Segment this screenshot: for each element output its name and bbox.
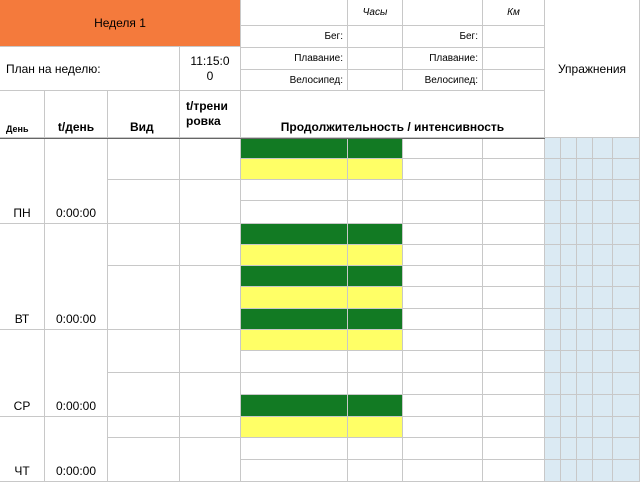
day-time-cell[interactable] <box>45 330 108 417</box>
duration-cell[interactable] <box>483 330 545 351</box>
exercise-cell[interactable] <box>593 438 613 460</box>
bike-label-cell[interactable] <box>403 70 483 91</box>
col-tday-header[interactable] <box>45 91 108 138</box>
exercise-cell[interactable] <box>545 438 561 460</box>
workout-kind-cell[interactable] <box>108 224 180 266</box>
day-time: 0:00:00 <box>55 312 97 326</box>
intensity-zone-cell[interactable] <box>348 417 403 438</box>
exercise-cell[interactable] <box>613 417 640 438</box>
exercise-cell[interactable] <box>593 266 613 287</box>
exercise-cell[interactable] <box>577 309 593 330</box>
duration-cell[interactable] <box>403 395 483 417</box>
intensity-zone-cell[interactable] <box>348 159 403 180</box>
exercise-cell[interactable] <box>577 201 593 224</box>
exercise-cell[interactable] <box>613 373 640 395</box>
workout-time-cell[interactable] <box>180 180 241 224</box>
intensity-zone-cell[interactable] <box>348 287 403 309</box>
workout-kind-cell[interactable] <box>108 438 180 482</box>
intensity-zone-cell[interactable] <box>241 438 348 460</box>
intensity-zone-cell[interactable] <box>348 224 403 245</box>
duration-cell[interactable] <box>403 438 483 460</box>
exercise-cell[interactable] <box>577 138 593 159</box>
exercise-cell[interactable] <box>593 309 613 330</box>
plan-label: План на неделю: <box>6 61 101 76</box>
duration-cell[interactable] <box>403 309 483 330</box>
blank-cell[interactable] <box>403 0 483 26</box>
exercise-cell[interactable] <box>613 351 640 373</box>
swim-label-cell[interactable] <box>403 48 483 70</box>
workout-time-cell[interactable] <box>180 330 241 373</box>
exercise-cell[interactable] <box>545 266 561 287</box>
duration-cell[interactable] <box>483 201 545 224</box>
duration-cell[interactable] <box>403 245 483 266</box>
exercise-cell[interactable] <box>561 330 577 351</box>
col-kind-label: Вид <box>130 120 154 134</box>
exercise-cell[interactable] <box>613 395 640 417</box>
exercise-cell[interactable] <box>593 417 613 438</box>
exercise-cell[interactable] <box>577 245 593 266</box>
duration-cell[interactable] <box>403 266 483 287</box>
duration-cell[interactable] <box>403 330 483 351</box>
swim-km-cell[interactable] <box>483 48 545 70</box>
duration-cell[interactable] <box>483 438 545 460</box>
workout-time-cell[interactable] <box>180 224 241 266</box>
plan-value: 11:15:0 0 <box>190 53 230 83</box>
intensity-zone-cell[interactable] <box>348 351 403 373</box>
bike-label: Велосипед: <box>424 74 478 86</box>
duration-cell[interactable] <box>483 287 545 309</box>
day-cell[interactable] <box>0 138 45 224</box>
duration-cell[interactable] <box>483 224 545 245</box>
day-name: ВТ <box>14 312 30 326</box>
day-time-cell[interactable] <box>45 138 108 224</box>
duration-cell[interactable] <box>403 224 483 245</box>
workout-kind-cell[interactable] <box>108 138 180 180</box>
intensity-zone-cell[interactable] <box>241 373 348 395</box>
exercise-cell[interactable] <box>545 351 561 373</box>
workout-time-cell[interactable] <box>180 417 241 438</box>
exercise-cell[interactable] <box>613 245 640 266</box>
exercise-cell[interactable] <box>561 351 577 373</box>
header-divider <box>0 138 545 139</box>
exercise-cell[interactable] <box>593 330 613 351</box>
day-time: 0:00:00 <box>55 206 97 220</box>
exercise-cell[interactable] <box>613 138 640 159</box>
run-label-cell[interactable] <box>403 26 483 48</box>
run-label-cell[interactable] <box>241 26 348 48</box>
duration-cell[interactable] <box>403 159 483 180</box>
workout-kind-cell[interactable] <box>108 373 180 417</box>
intensity-zone-cell[interactable] <box>241 224 348 245</box>
intensity-zone-cell[interactable] <box>348 395 403 417</box>
duration-cell[interactable] <box>483 373 545 395</box>
col-kind-header[interactable] <box>108 91 180 138</box>
exercise-cell[interactable] <box>577 287 593 309</box>
intensity-zone-cell[interactable] <box>241 138 348 159</box>
exercise-cell[interactable] <box>593 395 613 417</box>
bike-hours-cell[interactable] <box>348 70 403 91</box>
intensity-zone-cell[interactable] <box>241 395 348 417</box>
intensity-zone-cell[interactable] <box>348 330 403 351</box>
exercise-cell[interactable] <box>545 159 561 180</box>
exercise-cell[interactable] <box>577 224 593 245</box>
exercise-cell[interactable] <box>561 309 577 330</box>
week-title: Неделя 1 <box>94 16 146 30</box>
duration-cell[interactable] <box>403 201 483 224</box>
exercise-cell[interactable] <box>593 159 613 180</box>
duration-cell[interactable] <box>403 180 483 201</box>
exercise-cell[interactable] <box>613 224 640 245</box>
workout-time-cell[interactable] <box>180 373 241 417</box>
exercise-cell[interactable] <box>561 180 577 201</box>
duration-cell[interactable] <box>483 351 545 373</box>
day-name: СР <box>13 399 31 413</box>
run-label: Бег: <box>459 31 478 42</box>
intensity-zone-cell[interactable] <box>348 245 403 266</box>
intensity-zone-cell[interactable] <box>348 373 403 395</box>
blank-cell[interactable] <box>241 0 348 26</box>
exercise-cell[interactable] <box>561 159 577 180</box>
exercise-cell[interactable] <box>613 330 640 351</box>
exercise-cell[interactable] <box>561 417 577 438</box>
exercise-cell[interactable] <box>593 351 613 373</box>
day-time-cell[interactable] <box>45 417 108 482</box>
intensity-zone-cell[interactable] <box>348 266 403 287</box>
exercise-cell[interactable] <box>545 395 561 417</box>
col-duration-label: Продолжительность / интенсивность <box>280 120 505 134</box>
exercise-cell[interactable] <box>577 395 593 417</box>
day-name: ЧТ <box>14 464 30 478</box>
swim-label: Плавание: <box>429 53 478 64</box>
duration-cell[interactable] <box>403 351 483 373</box>
col-tworkout-header[interactable] <box>180 91 241 138</box>
exercise-cell[interactable] <box>545 138 561 159</box>
exercise-cell[interactable] <box>545 330 561 351</box>
duration-cell[interactable] <box>403 417 483 438</box>
exercise-cell[interactable] <box>593 245 613 266</box>
workout-time-cell[interactable] <box>180 266 241 330</box>
day-time-cell[interactable] <box>45 224 108 330</box>
duration-cell[interactable] <box>483 460 545 482</box>
exercise-cell[interactable] <box>613 159 640 180</box>
exercise-cell[interactable] <box>577 351 593 373</box>
exercise-cell[interactable] <box>561 287 577 309</box>
exercise-cell[interactable] <box>561 245 577 266</box>
exercise-cell[interactable] <box>545 287 561 309</box>
intensity-zone-cell[interactable] <box>241 287 348 309</box>
intensity-zone-cell[interactable] <box>348 438 403 460</box>
exercise-cell[interactable] <box>577 417 593 438</box>
workout-time-cell[interactable] <box>180 438 241 482</box>
col-day-label: День <box>6 124 29 134</box>
intensity-zone-cell[interactable] <box>241 201 348 224</box>
exercise-cell[interactable] <box>577 460 593 482</box>
plan-label-cell[interactable] <box>0 47 180 91</box>
duration-cell[interactable] <box>483 138 545 159</box>
exercise-cell[interactable] <box>613 438 640 460</box>
exercise-cell[interactable] <box>545 180 561 201</box>
plan-value-cell[interactable] <box>180 47 241 91</box>
day-name: ПН <box>13 206 31 220</box>
intensity-zone-cell[interactable] <box>241 245 348 266</box>
intensity-zone-cell[interactable] <box>241 266 348 287</box>
intensity-zone-cell[interactable] <box>241 309 348 330</box>
intensity-zone-cell[interactable] <box>241 460 348 482</box>
intensity-zone-cell[interactable] <box>241 351 348 373</box>
km-header-cell[interactable] <box>483 0 545 26</box>
workout-kind-cell[interactable] <box>108 266 180 330</box>
exercises-header-cell[interactable] <box>545 0 640 138</box>
duration-cell[interactable] <box>483 395 545 417</box>
intensity-zone-cell[interactable] <box>348 309 403 330</box>
exercise-cell[interactable] <box>593 138 613 159</box>
col-day-header[interactable] <box>0 91 45 138</box>
exercise-cell[interactable] <box>593 201 613 224</box>
exercise-cell[interactable] <box>545 309 561 330</box>
exercise-cell[interactable] <box>593 373 613 395</box>
swim-label: Плавание: <box>294 53 343 64</box>
duration-cell[interactable] <box>483 159 545 180</box>
duration-cell[interactable] <box>483 417 545 438</box>
workout-kind-cell[interactable] <box>108 417 180 438</box>
exercise-cell[interactable] <box>561 224 577 245</box>
run-label: Бег: <box>324 31 343 42</box>
intensity-zone-cell[interactable] <box>348 138 403 159</box>
exercise-cell[interactable] <box>593 180 613 201</box>
hours-label: Часы <box>362 7 388 18</box>
exercises-label: Упражнения <box>557 61 627 76</box>
exercise-cell[interactable] <box>561 266 577 287</box>
duration-cell[interactable] <box>403 460 483 482</box>
exercise-cell[interactable] <box>545 417 561 438</box>
duration-cell[interactable] <box>483 180 545 201</box>
day-cell[interactable] <box>0 417 45 482</box>
exercise-cell[interactable] <box>613 180 640 201</box>
duration-cell[interactable] <box>403 138 483 159</box>
duration-cell[interactable] <box>403 373 483 395</box>
intensity-zone-cell[interactable] <box>241 330 348 351</box>
hours-header-cell[interactable] <box>348 0 403 26</box>
day-time: 0:00:00 <box>55 464 97 478</box>
exercise-cell[interactable] <box>613 201 640 224</box>
exercise-cell[interactable] <box>593 224 613 245</box>
exercise-cell[interactable] <box>561 201 577 224</box>
col-tday-label: t/день <box>57 120 95 134</box>
exercise-cell[interactable] <box>577 330 593 351</box>
duration-cell[interactable] <box>483 309 545 330</box>
day-cell[interactable] <box>0 224 45 330</box>
bike-km-cell[interactable] <box>483 70 545 91</box>
exercise-cell[interactable] <box>577 159 593 180</box>
day-cell[interactable] <box>0 330 45 417</box>
bike-label: Велосипед: <box>289 74 343 86</box>
intensity-zone-cell[interactable] <box>348 201 403 224</box>
km-label: Км <box>507 7 520 18</box>
swim-label-cell[interactable] <box>241 48 348 70</box>
swim-hours-cell[interactable] <box>348 48 403 70</box>
duration-cell[interactable] <box>483 266 545 287</box>
workout-kind-cell[interactable] <box>108 180 180 224</box>
intensity-zone-cell[interactable] <box>241 159 348 180</box>
exercise-cell[interactable] <box>613 266 640 287</box>
workout-time-cell[interactable] <box>180 138 241 180</box>
exercise-cell[interactable] <box>561 395 577 417</box>
exercise-cell[interactable] <box>577 373 593 395</box>
duration-cell[interactable] <box>403 287 483 309</box>
intensity-zone-cell[interactable] <box>348 180 403 201</box>
run-km-cell[interactable] <box>483 26 545 48</box>
exercise-cell[interactable] <box>561 373 577 395</box>
duration-cell[interactable] <box>483 245 545 266</box>
exercise-cell[interactable] <box>545 373 561 395</box>
exercise-cell[interactable] <box>561 438 577 460</box>
run-hours-cell[interactable] <box>348 26 403 48</box>
exercise-cell[interactable] <box>561 138 577 159</box>
exercise-cell[interactable] <box>613 287 640 309</box>
exercise-cell[interactable] <box>545 201 561 224</box>
col-tworkout-label: t/трени ровка <box>186 99 228 128</box>
exercise-cell[interactable] <box>613 309 640 330</box>
exercise-cell[interactable] <box>545 224 561 245</box>
exercise-cell[interactable] <box>545 245 561 266</box>
exercise-cell[interactable] <box>593 287 613 309</box>
exercise-cell[interactable] <box>545 460 561 482</box>
exercise-cell[interactable] <box>561 460 577 482</box>
exercise-cell[interactable] <box>593 460 613 482</box>
week-title-cell[interactable] <box>0 0 241 47</box>
exercise-cell[interactable] <box>577 180 593 201</box>
intensity-zone-cell[interactable] <box>241 180 348 201</box>
workout-kind-cell[interactable] <box>108 330 180 373</box>
day-time: 0:00:00 <box>55 399 97 413</box>
exercise-cell[interactable] <box>577 438 593 460</box>
bike-label-cell[interactable] <box>241 70 348 91</box>
exercise-cell[interactable] <box>577 266 593 287</box>
col-duration-header[interactable] <box>241 91 545 138</box>
intensity-zone-cell[interactable] <box>241 417 348 438</box>
intensity-zone-cell[interactable] <box>348 460 403 482</box>
exercise-cell[interactable] <box>613 460 640 482</box>
